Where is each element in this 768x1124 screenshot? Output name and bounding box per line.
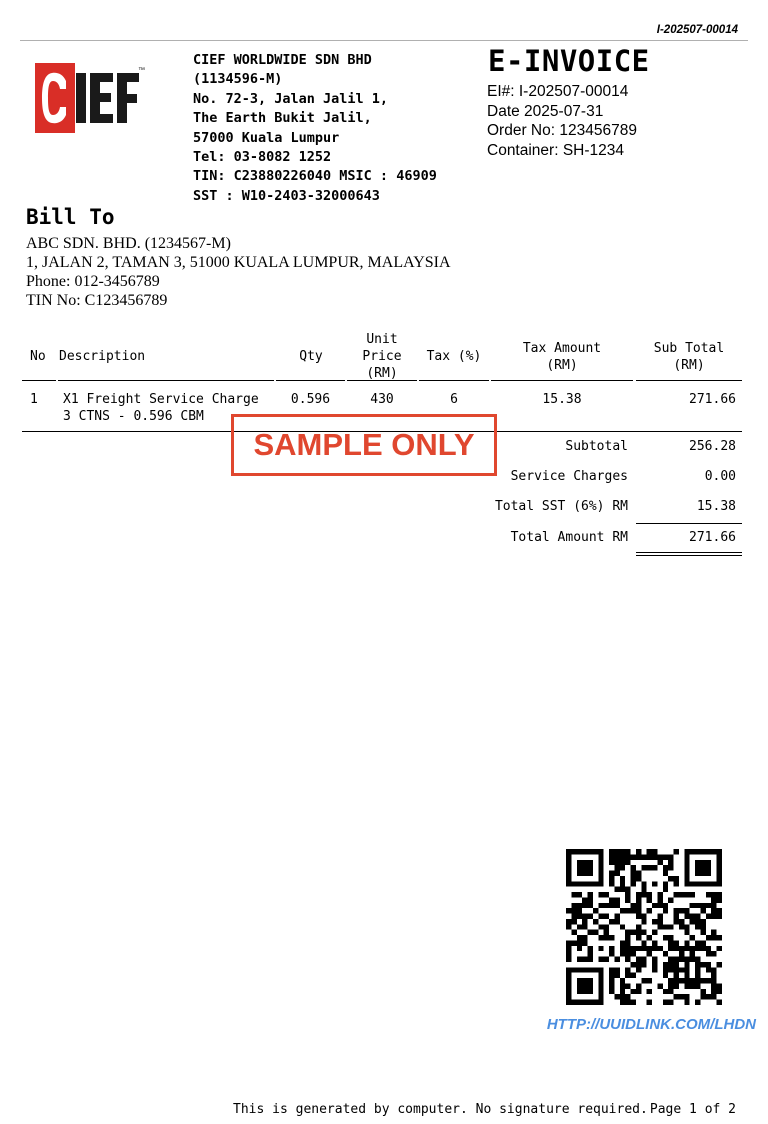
customer-name: ABC SDN. BHD. (1234567-M)	[26, 235, 231, 252]
header-underline-description	[58, 380, 274, 381]
bill-to-heading: Bill To	[26, 205, 115, 229]
col-header-description: Description	[59, 349, 146, 364]
customer-address: 1, JALAN 2, TAMAN 3, 51000 KUALA LUMPUR, MALAYSIA	[26, 254, 451, 271]
company-tin-msic: TIN: C23880226040 MSIC : 46909	[193, 168, 437, 185]
row-description: X1 Freight Service Charge	[63, 392, 259, 407]
invoice-meta	[487, 82, 637, 160]
svg-text:™: ™	[138, 67, 145, 74]
company-name: CIEF WORLDWIDE SDN BHD	[193, 52, 372, 68]
col-header-tax-amount	[491, 340, 633, 374]
total-amount-value: 271.66	[689, 530, 736, 545]
total-amount-label: Total Amount RM	[510, 530, 628, 545]
header-divider	[20, 40, 748, 41]
col-header-sub-total-line-2: (RM)	[673, 358, 705, 373]
row-tax: 6	[450, 392, 458, 407]
company-reg-no: (1134596-M)	[193, 71, 283, 88]
row-sub-total: 271.66	[689, 392, 736, 407]
company-address-line-3: 57000 Kuala Lumpur	[193, 129, 340, 146]
order-number: Order No: 123456789	[487, 122, 637, 139]
header-underline-sub-total	[636, 380, 742, 381]
row-qty: 0.596	[290, 392, 331, 407]
total-double-rule-1	[636, 552, 742, 553]
company-sst: SST : W10-2403-32000643	[193, 187, 380, 204]
col-header-unit-price	[347, 331, 417, 382]
row-no: 1	[30, 392, 38, 407]
col-header-sub-total	[636, 340, 742, 374]
service-charges-value: 0.00	[704, 469, 736, 484]
col-header-tax: Tax (%)	[426, 349, 482, 364]
customer-tin: TIN No: C123456789	[26, 292, 168, 309]
col-header-unit-price-line-1: Unit	[366, 332, 398, 347]
col-header-no: No	[30, 349, 46, 364]
header-underline-no	[22, 380, 56, 381]
company-phone: Tel: 03-8082 1252	[193, 149, 332, 166]
subtotal-value: 256.28	[689, 439, 736, 454]
sample-only-stamp: SAMPLE ONLY	[231, 414, 497, 476]
container-number: Container: SH-1234	[487, 141, 624, 159]
qr-verification-link[interactable]: HTTP://UUIDLINK.COM/LHDN	[546, 1016, 756, 1033]
page-number: Page 1 of 2	[649, 1102, 736, 1117]
document-title: E-INVOICE	[488, 44, 650, 78]
company-info	[193, 51, 437, 206]
total-sst-label: Total SST (6%) RM	[494, 499, 628, 514]
invoice-date: Date 2025-07-31	[487, 102, 604, 120]
total-double-rule-2	[636, 555, 742, 556]
row-tax-amount: 15.38	[542, 392, 582, 407]
service-charges-label: Service Charges	[510, 469, 628, 484]
row-description-detail: 3 CTNS - 0.596 CBM	[63, 409, 204, 424]
col-header-tax-amount-line-2: (RM)	[546, 358, 578, 373]
col-header-unit-price-line-2: Price	[362, 349, 402, 364]
einvoice-number: EI#: I-202507-00014	[487, 83, 629, 100]
company-address-line-1: No. 72-3, Jalan Jalil 1,	[193, 90, 389, 107]
col-header-sub-total-line-1: Sub Total	[653, 341, 725, 356]
col-header-unit-price-line-3: (RM)	[366, 366, 398, 381]
row-unit-price: 430	[370, 392, 394, 407]
customer-phone: Phone: 012-3456789	[26, 273, 160, 290]
qr-code[interactable]	[566, 849, 722, 1005]
subtotal-label: Subtotal	[565, 439, 628, 454]
header-underline-tax	[419, 380, 489, 381]
header-underline-unit-price	[347, 380, 417, 381]
col-header-qty: Qty	[299, 349, 323, 364]
total-sst-value: 15.38	[696, 499, 736, 514]
company-address-line-2: The Earth Bukit Jalil,	[193, 110, 372, 127]
footer-note: This is generated by computer. No signature required.	[233, 1102, 648, 1117]
bill-to-details	[26, 234, 451, 310]
document-reference: I-202507-00014	[656, 24, 738, 36]
header-underline-qty	[276, 380, 345, 381]
col-header-tax-amount-line-1: Tax Amount	[522, 341, 602, 356]
company-logo	[35, 63, 147, 133]
total-top-rule	[636, 523, 742, 524]
header-underline-tax-amount	[491, 380, 633, 381]
